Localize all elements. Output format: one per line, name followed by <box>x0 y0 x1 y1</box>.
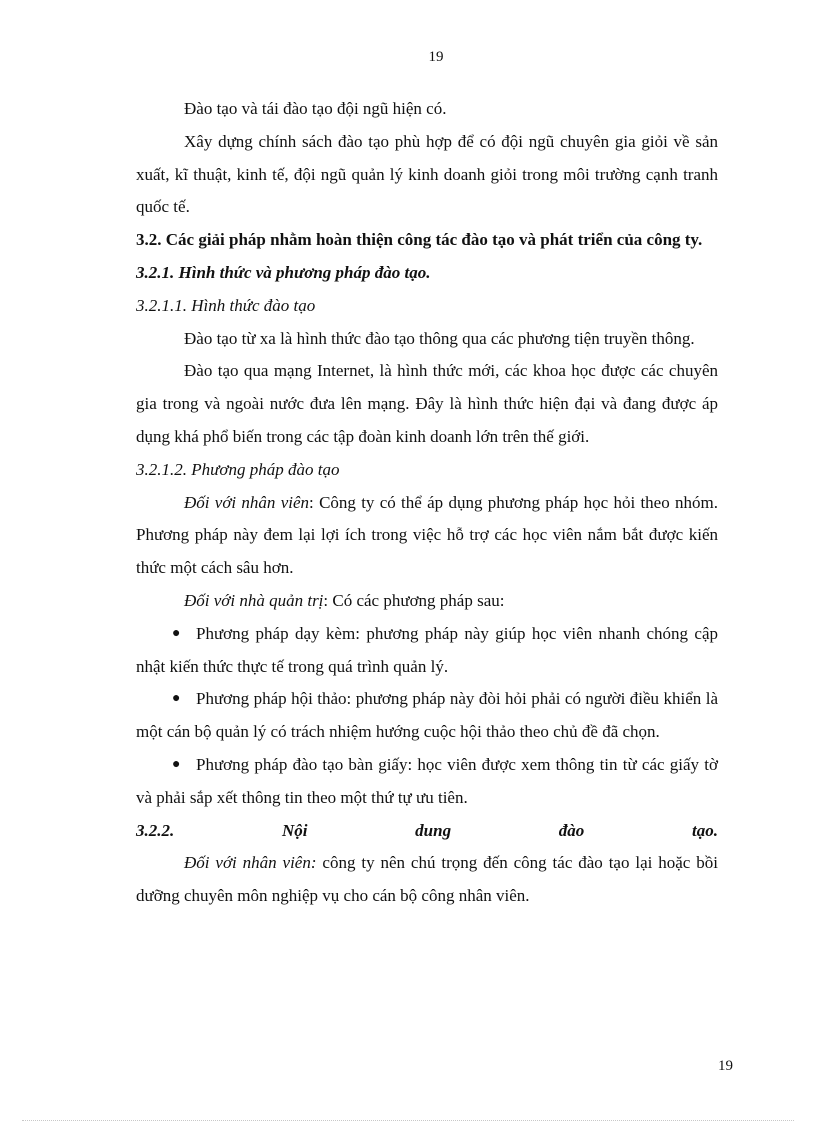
heading-word: tạo. <box>691 820 718 840</box>
bullet-item <box>136 683 718 749</box>
section-heading-3-2: 3.2. Các giải pháp nhằm hoàn thiện công tác đào tạo và phát triển của công ty. <box>136 230 703 250</box>
paragraph-text: công ty nên chú trọng đến công tác đào tạo lại hoặc bồi dưỡng chuyên môn nghiệp vụ cho cán bộ công nhân viên. <box>136 853 718 906</box>
paragraph: Đào tạo từ xa là hình thức đào tạo thông qua các phương tiện truyền thông. <box>184 328 695 348</box>
bullet-item <box>136 618 718 684</box>
footer-page-number: 19 <box>718 1058 733 1074</box>
bullet-text: Phương pháp đào tạo bàn giấy: học viên được xem thông tin từ các giấy tờ và phải sắp xết thông tin theo một thứ tự ưu tiên. <box>136 754 718 807</box>
bullet-text: Phương pháp dạy kèm: phương pháp này giúp học viên nhanh chóng cập nhật kiến thức thực tế trong quá trình quản lý. <box>136 623 718 676</box>
paragraph-text: : Công ty có thể áp dụng phương pháp học hỏi theo nhóm. Phương pháp này đem lại lợi ích trong việc hỗ trợ các học viên nắm bắt được kiến thức một cách sâu hơn. <box>136 492 719 578</box>
bullet-icon: ● <box>172 691 181 707</box>
paragraph: Đào tạo và tái đào tạo đội ngũ hiện có. <box>184 99 447 118</box>
header-page-number: 19 <box>428 49 444 65</box>
paragraph <box>136 847 718 913</box>
bullet-icon: ● <box>172 625 181 641</box>
page-body <box>136 93 718 913</box>
bullet-item <box>136 749 718 815</box>
paragraph: Xây dựng chính sách đào tạo phù hợp để có đội ngũ chuyên gia giỏi về sản xuất, kĩ thuật, kinh tế, đội ngũ quản lý kinh doanh giỏi trong môi trường cạnh tranh quốc tế. <box>136 131 718 217</box>
lead-phrase: Đối với nhân viên: <box>184 853 317 873</box>
heading-word: Nội <box>281 820 308 840</box>
lead-phrase: Đối với nhà quản trị <box>184 590 324 610</box>
bullet-text: Phương pháp hội thảo: phương pháp này đòi hỏi phải có người điều khiển là một cán bộ quản lý có trách nhiệm hướng cuộc hội thảo theo chủ đề đã chọn. <box>136 689 718 742</box>
subsection-heading-3-2-2 <box>136 815 718 848</box>
paragraph: Đào tạo qua mạng Internet, là hình thức mới, các khoa học được các chuyên gia trong và ngoài nước đưa lên mạng. Đây là hình thức hiện đại và đang được áp dụng khá phổ biến trong các tập đoàn kinh doanh lớn trên thế giới. <box>136 361 718 446</box>
paragraph <box>136 487 718 585</box>
paragraph <box>136 585 718 618</box>
subsection-heading-3-2-1: 3.2.1. Hình thức và phương pháp đào tạo. <box>136 262 431 282</box>
minor-heading-3-2-1-1: 3.2.1.1. Hình thức đào tạo <box>136 295 316 315</box>
heading-word: dung <box>415 820 452 840</box>
lead-phrase: Đối với nhân viên <box>184 492 310 512</box>
footer-divider <box>22 1120 794 1121</box>
paragraph-text: : Có các phương pháp sau: <box>323 590 505 610</box>
heading-number: 3.2.2. <box>136 820 175 840</box>
minor-heading-3-2-1-2: 3.2.1.2. Phương pháp đào tạo <box>136 459 340 479</box>
bullet-icon: ● <box>172 756 181 772</box>
heading-word: đào <box>558 820 585 840</box>
